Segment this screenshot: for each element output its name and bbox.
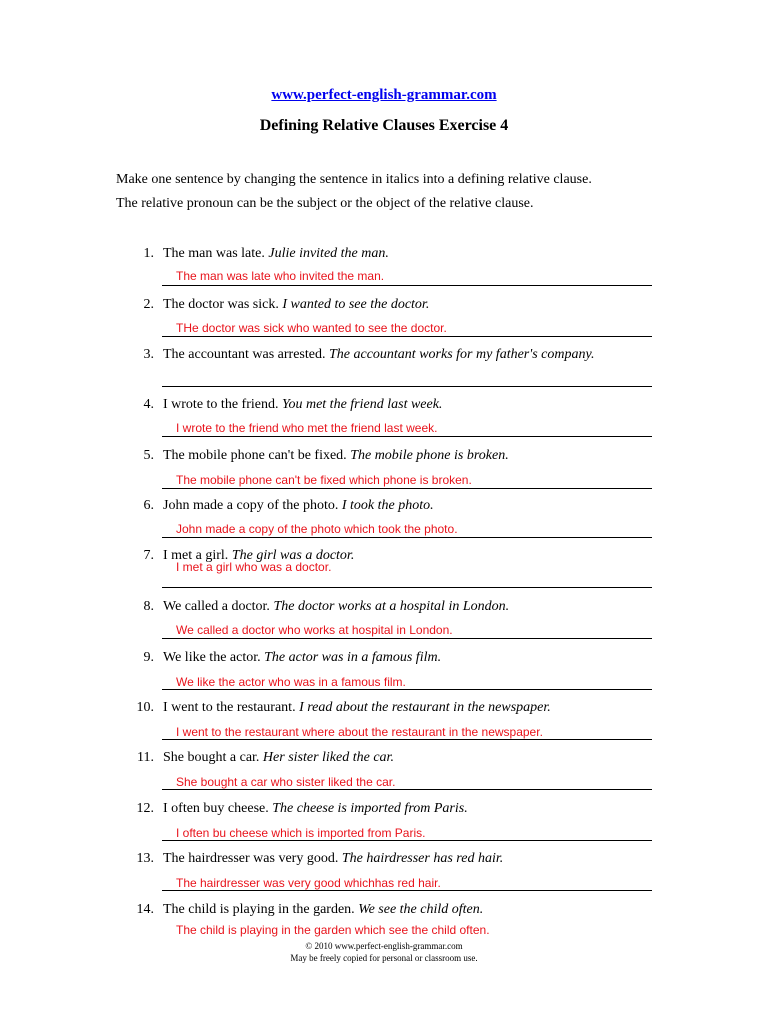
answer-line (162, 638, 652, 639)
question-italic-sentence: The accountant works for my father's company. (328, 347, 595, 362)
question-italic-sentence: The hairdresser has red hair. (341, 851, 504, 866)
exercise-item (0, 650, 768, 700)
exercise-item (0, 246, 768, 296)
answer-line (162, 488, 652, 489)
answer-line (162, 689, 652, 690)
question-italic-sentence: The girl was a doctor. (231, 548, 355, 563)
question-main-sentence: The accountant was arrested. (163, 347, 326, 362)
exercise-question (163, 347, 594, 363)
handwritten-answer[interactable]: John made a copy of the photo which took the photo. (176, 522, 458, 536)
page-title: Defining Relative Clauses Exercise 4 (259, 117, 509, 134)
exercise-question (163, 700, 551, 716)
exercise-item (0, 498, 768, 548)
question-main-sentence: I went to the restaurant. (163, 700, 296, 715)
exercise-item (0, 297, 768, 347)
footer-license: May be freely copied for personal or classroom use. (290, 953, 478, 963)
question-italic-sentence: The mobile phone is broken. (350, 448, 509, 463)
exercise-item (0, 548, 768, 598)
question-italic-sentence: Her sister liked the car. (262, 750, 394, 765)
question-main-sentence: I wrote to the friend. (163, 397, 279, 412)
question-main-sentence: We called a doctor. (163, 599, 270, 614)
question-main-sentence: The child is playing in the garden. (163, 902, 355, 917)
answer-line (162, 336, 652, 337)
exercise-question (163, 801, 468, 817)
question-italic-sentence: The doctor works at a hospital in London. (273, 599, 510, 614)
exercise-item (0, 851, 768, 901)
question-main-sentence: The mobile phone can't be fixed. (163, 448, 347, 463)
exercise-question (163, 498, 434, 514)
handwritten-answer[interactable]: I went to the restaurant where about the restaurant in the newspaper. (176, 725, 543, 739)
question-main-sentence: I often buy cheese. (163, 801, 269, 816)
question-main-sentence: I met a girl. (163, 548, 229, 563)
exercise-item (0, 347, 768, 397)
handwritten-answer[interactable]: The child is playing in the garden which see the child often. (176, 923, 490, 937)
exercise-number: 8. (143, 599, 154, 614)
answer-line (162, 890, 652, 891)
question-italic-sentence: I took the photo. (341, 498, 434, 513)
exercise-question (163, 599, 509, 615)
answer-line (162, 436, 652, 437)
question-main-sentence: The doctor was sick. (163, 297, 279, 312)
exercise-number: 7. (143, 548, 154, 563)
handwritten-answer[interactable]: I met a girl who was a doctor. (176, 560, 332, 574)
exercise-question (163, 851, 503, 867)
answer-line (162, 739, 652, 740)
handwritten-answer[interactable]: The hairdresser was very good whichhas red hair. (176, 876, 441, 890)
answer-line (162, 537, 652, 538)
exercise-item (0, 700, 768, 750)
handwritten-answer[interactable]: I often bu cheese which is imported from Paris. (176, 826, 426, 840)
question-italic-sentence: You met the friend last week. (281, 397, 443, 412)
exercise-number: 2. (143, 297, 154, 312)
exercise-number: 4. (143, 397, 154, 412)
question-italic-sentence: I wanted to see the doctor. (282, 297, 430, 312)
exercise-item (0, 750, 768, 800)
exercise-number: 3. (143, 347, 154, 362)
exercise-item (0, 801, 768, 851)
handwritten-answer[interactable]: She bought a car who sister liked the car. (176, 775, 396, 789)
site-link[interactable]: www.perfect-english-grammar.com (271, 87, 497, 103)
question-main-sentence: We like the actor. (163, 650, 261, 665)
answer-line (162, 840, 652, 841)
footer-copyright: © 2010 www.perfect-english-grammar.com (305, 941, 463, 951)
question-italic-sentence: The cheese is imported from Paris. (272, 801, 468, 816)
question-main-sentence: The hairdresser was very good. (163, 851, 339, 866)
question-italic-sentence: Julie invited the man. (268, 246, 389, 261)
exercise-item (0, 599, 768, 649)
exercise-number: 10. (136, 700, 154, 715)
instructions-line-2: The relative pronoun can be the subject or the object of the relative clause. (116, 196, 534, 211)
exercise-question (163, 448, 509, 464)
exercise-item (0, 397, 768, 447)
exercise-number: 6. (143, 498, 154, 513)
exercise-number: 12. (136, 801, 154, 816)
exercise-question (163, 246, 389, 262)
exercise-number: 11. (137, 750, 154, 765)
exercise-question (163, 650, 441, 666)
exercise-question (163, 750, 394, 766)
handwritten-answer[interactable]: THe doctor was sick who wanted to see the doctor. (176, 321, 447, 335)
exercise-number: 9. (143, 650, 154, 665)
instructions-line-1: Make one sentence by changing the sentence in italics into a defining relative clause. (116, 172, 592, 187)
handwritten-answer[interactable]: The mobile phone can't be fixed which phone is broken. (176, 473, 472, 487)
question-italic-sentence: The actor was in a famous film. (264, 650, 442, 665)
exercise-question (163, 902, 483, 918)
question-italic-sentence: I read about the restaurant in the newspaper. (299, 700, 551, 715)
exercise-number: 1. (143, 246, 154, 261)
handwritten-answer[interactable]: We called a doctor who works at hospital in London. (176, 623, 453, 637)
exercise-number: 13. (136, 851, 154, 866)
exercise-question (163, 397, 442, 413)
question-main-sentence: She bought a car. (163, 750, 260, 765)
question-main-sentence: The man was late. (163, 246, 265, 261)
exercise-number: 14. (136, 902, 154, 917)
handwritten-answer[interactable]: We like the actor who was in a famous film. (176, 675, 406, 689)
answer-line (162, 386, 652, 387)
answer-line (162, 587, 652, 588)
question-main-sentence: John made a copy of the photo. (163, 498, 339, 513)
exercise-number: 5. (143, 448, 154, 463)
exercise-item (0, 448, 768, 498)
question-italic-sentence: We see the child often. (358, 902, 484, 917)
answer-line (162, 285, 652, 286)
handwritten-answer[interactable]: I wrote to the friend who met the friend last week. (176, 421, 438, 435)
handwritten-answer[interactable]: The man was late who invited the man. (176, 269, 385, 283)
answer-line (162, 789, 652, 790)
exercise-question (163, 297, 429, 313)
